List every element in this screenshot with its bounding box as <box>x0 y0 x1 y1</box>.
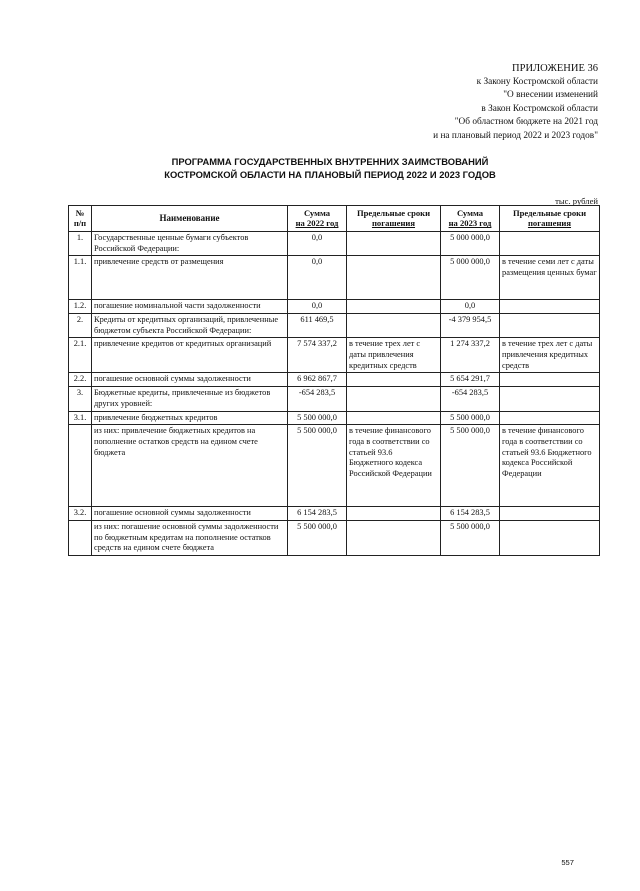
row-term-2022 <box>347 387 441 411</box>
table-row <box>69 387 600 411</box>
row-name: из них: привлечение бюджетных кредитов на пополнение остатков средств на едином счете бюджета <box>92 425 288 507</box>
row-sum-2023: 1 274 337,2 <box>441 338 500 373</box>
row-num: 2.1. <box>69 338 92 373</box>
row-num: 1. <box>69 231 92 255</box>
row-term-2022 <box>347 231 441 255</box>
header-term-2022 <box>347 206 441 232</box>
title-line-1: ПРОГРАММА ГОСУДАРСТВЕННЫХ ВНУТРЕННИХ ЗАИМСТВОВАНИЙ <box>171 156 489 167</box>
row-sum-2023: 5 500 000,0 <box>441 520 500 555</box>
appendix-line-2: "О внесении изменений <box>503 90 598 101</box>
row-sum-2023: 0,0 <box>441 300 500 314</box>
row-num: 2. <box>69 313 92 337</box>
row-term-2023: в течение трех лет с даты привлечения кредитных средств <box>500 338 600 373</box>
header-num <box>69 206 92 232</box>
row-sum-2023: 5 500 000,0 <box>441 425 500 507</box>
row-name: Бюджетные кредиты, привлеченные из бюджетов других уровней: <box>92 387 288 411</box>
header-num-line-2: п/п <box>73 218 87 229</box>
row-term-2022 <box>347 411 441 425</box>
row-sum-2023: -4 379 954,5 <box>441 313 500 337</box>
row-num: 1.2. <box>69 300 92 314</box>
appendix-title: ПРИЛОЖЕНИЕ 36 <box>512 63 598 74</box>
table-row <box>69 520 600 555</box>
row-term-2022 <box>347 300 441 314</box>
row-term-2023 <box>500 300 600 314</box>
row-num: 2.2. <box>69 373 92 387</box>
row-term-2023: в течение финансового года в соответствии со статьей 93.6 Бюджетного кодекса Российской Федерации <box>500 425 600 507</box>
row-sum-2022: 5 500 000,0 <box>288 411 347 425</box>
row-name: Кредиты от кредитных организаций, привлеченные бюджетом субъекта Российской Федерации: <box>92 313 288 337</box>
row-term-2023 <box>500 520 600 555</box>
row-sum-2023: 6 154 283,5 <box>441 507 500 521</box>
row-term-2023: в течение семи лет с даты размещения ценных бумаг <box>500 256 600 300</box>
row-sum-2023: -654 283,5 <box>441 387 500 411</box>
row-sum-2022: 611 469,5 <box>288 313 347 337</box>
row-term-2022 <box>347 313 441 337</box>
row-sum-2023: 5 000 000,0 <box>441 231 500 255</box>
row-term-2022 <box>347 520 441 555</box>
row-term-2023 <box>500 313 600 337</box>
row-sum-2023: 5 500 000,0 <box>441 411 500 425</box>
borrowing-program-table <box>68 205 600 556</box>
row-term-2023 <box>500 373 600 387</box>
row-term-2022 <box>347 373 441 387</box>
document-title <box>60 156 600 181</box>
table-row <box>69 300 600 314</box>
row-sum-2022: 0,0 <box>288 231 347 255</box>
row-sum-2022: 0,0 <box>288 256 347 300</box>
row-term-2023 <box>500 411 600 425</box>
row-term-2023 <box>500 387 600 411</box>
appendix-line-1: к Закону Костромской области <box>476 77 598 87</box>
row-term-2022: в течение трех лет с даты привлечения кредитных средств <box>347 338 441 373</box>
appendix-line-3: в Закон Костромской области <box>481 103 598 114</box>
row-term-2023 <box>500 231 600 255</box>
table-row <box>69 231 600 255</box>
appendix-line-5: и на плановый период 2022 и 2023 годов" <box>433 130 598 141</box>
table-row <box>69 425 600 507</box>
row-name: погашение основной суммы задолженности <box>92 373 288 387</box>
row-term-2023 <box>500 507 600 521</box>
table-row <box>69 313 600 337</box>
header-term-2023-line-2: погашения <box>527 218 572 229</box>
units-label: тыс. рублей <box>555 196 598 206</box>
header-term-2022-line-2: погашения <box>371 218 416 229</box>
row-sum-2022: 6 154 283,5 <box>288 507 347 521</box>
table-row <box>69 256 600 300</box>
table-row <box>69 507 600 521</box>
row-sum-2022: 5 500 000,0 <box>288 425 347 507</box>
row-name: привлечение средств от размещения <box>92 256 288 300</box>
row-name: Государственные ценные бумаги субъектов Российской Федерации: <box>92 231 288 255</box>
row-term-2022: в течение финансового года в соответствии со статьей 93.6 Бюджетного кодекса Российской Федерации <box>347 425 441 507</box>
header-sum-2022 <box>288 206 347 232</box>
header-term-2023 <box>500 206 600 232</box>
row-term-2022 <box>347 256 441 300</box>
row-sum-2022: 0,0 <box>288 300 347 314</box>
row-num: 1.1. <box>69 256 92 300</box>
row-name: погашение номинальной части задолженности <box>92 300 288 314</box>
table-row <box>69 411 600 425</box>
row-sum-2022: 7 574 337,2 <box>288 338 347 373</box>
title-line-2: КОСТРОМСКОЙ ОБЛАСТИ НА ПЛАНОВЫЙ ПЕРИОД 2022 И 2023 ГОДОВ <box>164 168 496 180</box>
row-num: 3.1. <box>69 411 92 425</box>
appendix-line-4: "Об областном бюджете на 2021 год <box>454 117 598 128</box>
header-name: Наименование <box>92 206 288 232</box>
row-name: привлечение кредитов от кредитных организаций <box>92 338 288 373</box>
row-name: привлечение бюджетных кредитов <box>92 411 288 425</box>
header-num-line-1: № <box>75 208 85 218</box>
row-name: погашение основной суммы задолженности <box>92 507 288 521</box>
header-term-2022-line-1: Предельные сроки <box>356 208 431 218</box>
row-num <box>69 520 92 555</box>
header-sum-2022-line-1: Сумма <box>303 208 331 218</box>
header-sum-2023 <box>441 206 500 232</box>
table-header-row <box>69 206 600 232</box>
row-num <box>69 425 92 507</box>
header-term-2023-line-1: Предельные сроки <box>512 208 587 218</box>
header-sum-2022-line-2: на 2022 год <box>295 218 339 229</box>
appendix-header <box>433 62 598 143</box>
row-sum-2023: 5 654 291,7 <box>441 373 500 387</box>
header-sum-2023-line-2: на 2023 год <box>448 218 492 229</box>
row-sum-2022: 5 500 000,0 <box>288 520 347 555</box>
row-sum-2022: 6 962 867,7 <box>288 373 347 387</box>
row-sum-2023: 5 000 000,0 <box>441 256 500 300</box>
row-num: 3.2. <box>69 507 92 521</box>
row-num: 3. <box>69 387 92 411</box>
row-sum-2022: -654 283,5 <box>288 387 347 411</box>
page-number: 557 <box>561 858 574 867</box>
header-sum-2023-line-1: Сумма <box>456 208 484 218</box>
table-row <box>69 373 600 387</box>
table-row <box>69 338 600 373</box>
row-name: из них: погашение основной суммы задолженности по бюджетным кредитам на пополнение остатков средств на едином счете бюджета <box>92 520 288 555</box>
row-term-2022 <box>347 507 441 521</box>
